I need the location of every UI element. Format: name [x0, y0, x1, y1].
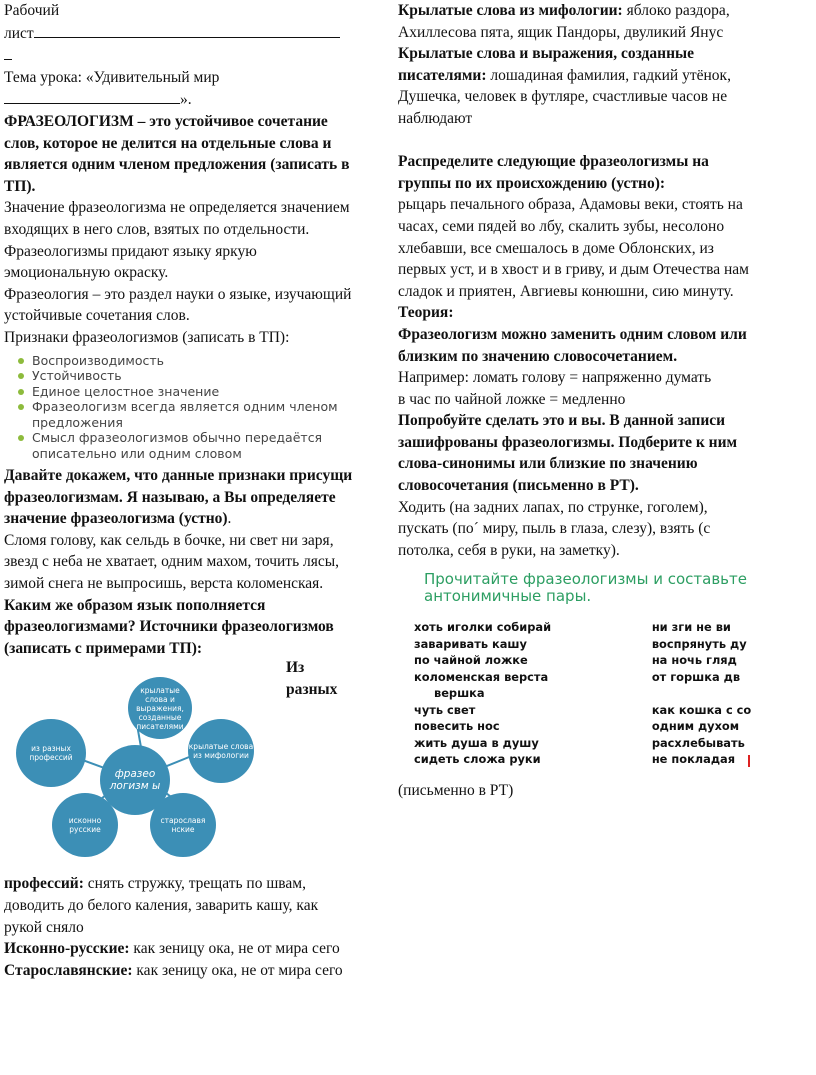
signs-list	[18, 353, 356, 462]
table-row: коломенская верста от горшка дв	[414, 669, 741, 684]
prove-examples: Сломя голову, как сельдь в бочке, ни свет ни заря, звезд с неба не хватает, одним махом, точить лясы, зимой снега не выпросишь, верста коломенская.	[4, 531, 340, 592]
table-row: повесить нос одним духом	[414, 719, 740, 734]
sources-question: Каким же образом язык пополняется фразеологизмами? Источники фразеологизмов (записать с примерами ТП):	[4, 596, 334, 657]
mythology-section: Крылатые слова из мифологии: яблоко раздора, Ахиллесова пята, ящик Пандоры, двуликий Янус	[398, 2, 730, 41]
distribute-task: Распределите следующие фразеологизмы на группы по их происхождению (устно):	[398, 153, 709, 192]
table-row: заваривать кашу воспрянуть ду	[414, 636, 747, 651]
worksheet-title-line2: лист	[4, 22, 356, 45]
diagram-node-center: фразео логизм ы	[100, 745, 170, 815]
prove-instruction: Давайте докажем, что данные признаки присущи фразеологизмам. Я называю, а Вы определяете значение фразеологизма (устно).	[4, 467, 353, 528]
list-item: Устойчивость	[18, 368, 356, 384]
sources-diagram	[4, 659, 356, 845]
antonym-table	[398, 619, 754, 768]
left-column: Рабочий лист Тема урока: «Удивительный мир ». ФРАЗЕОЛОГИЗМ – это устойчивое сочетание слов, которое не делится на отдельные слова и является одним членом предложения (записать в ТП). Значение фразеологизма не определяется значением входящих в него слов, взятых по отдельности. Фразеологизмы придают языку яркую эмоциональную окраску. Фразеология – это раздел науки о языке, изучающий устойчивые сочетания слов. Признаки фразеологизмов (записать в ТП): Воспроизводимость Устойчивость Единое целостное значение Фразеологизм всегда является одним членом предложения Смысл фразеологизмов обычно передаётся описательно или одним словом Давайте докажем, что данные признаки присущи фразеологизмам. Я называю, а Вы определяете значение фразеологизма (устно). Сломя голову, как сельдь в бочке, ни свет ни заря, звезд с неба не хватает, одним махом, точить лясы, зимой снега не выпросишь, верста коломенская. Каким же образом язык пополняется фразеологизмами? Источники фразеологизмов (записать с примерами ТП): Из разных крылатые слова и выражения, созданные писателями крылатые слова из мифологии фразео логизм ы из разных профессий исконно русские старославя нские профессий: снять стружку, трещать по швам, доводить до белого каления, заварить кашу, как рукой сняло Исконно-русские: как зеницу ока, не от мира сего Старославянские: как зеницу ока, не от мира сего	[4, 0, 356, 981]
definition: ФРАЗЕОЛОГИЗМ – это устойчивое сочетание слов, которое не делится на отдельные слова и является одним членом предложения (записать в ТП).	[4, 112, 350, 195]
paragraph-meaning: Значение фразеологизма не определяется значением входящих в него слов, взятых по отдельности.	[4, 199, 350, 238]
antonym-title: Прочитайте фразеологизмы и составьте антонимичные пары.	[424, 570, 747, 606]
table-row: жить душа в душу расхлебывать	[414, 735, 745, 750]
theory-example-1: Например: ломать голову = напряженно думать	[398, 369, 712, 387]
diagram-node-professions: из разных профессий	[16, 719, 86, 787]
distribute-list: рыцарь печального образа, Адамовы веки, стоять на часах, семи пядей во лбу, скалить зубы, несолоно хлебавши, все смешалось в доме Облонских, из первых уст, и в хвост и в гриву, и дым Отечества нам сладок и приятен, Авгиевы конюшни, сию минуту.	[398, 196, 749, 300]
theory-example-2: в час по чайной ложке = медленно	[398, 390, 626, 408]
worksheet-title-line1: Рабочий	[4, 2, 60, 19]
synonym-task: Попробуйте сделать это и вы. В данной записи зашифрованы фразеологизмы. Подберите к ним слова-синонимы или близкие по значению словосочетания (письменно в РТ).	[398, 412, 738, 495]
name-blank-end	[4, 44, 12, 60]
list-item: Фразеологизм всегда является одним членом предложения	[18, 399, 356, 430]
paragraph-emotion: Фразеологизмы придают языку яркую эмоциональную окраску.	[4, 242, 257, 282]
name-blank	[34, 22, 340, 38]
table-row: по чайной ложке на ночь гляд	[414, 653, 737, 668]
paragraph-phraseology: Фразеология – это раздел науки о языке, изучающий устойчивые сочетания слов.	[4, 285, 352, 325]
written-note: (письменно в РТ)	[398, 781, 514, 799]
diagram-node-slavonic: старославя нские	[150, 793, 216, 857]
antonym-exercise	[398, 571, 754, 768]
native-examples: Исконно-русские: как зеницу ока, не от мира сего	[4, 940, 340, 958]
diagram-node-writers: крылатые слова и выражения, созданные писателями	[128, 677, 192, 739]
topic-line: Тема урока: «Удивительный мир	[4, 68, 220, 86]
table-row: хоть иголки собирай ни зги не ви	[414, 620, 731, 635]
list-item: Единое целостное значение	[18, 384, 356, 400]
writers-section: Крылатые слова и выражения, созданные писателями: лошадиная фамилия, гадкий утёнок, Душечка, человек в футляре, счастливые часов не наблюдают	[398, 45, 731, 127]
list-item: Воспроизводимость	[18, 353, 356, 369]
side-word-iz: Из	[286, 659, 305, 677]
side-word-raznyh: разных	[286, 681, 338, 699]
list-item: Смысл фразеологизмов обычно передаётся описательно или одним словом	[18, 430, 356, 461]
table-row: вершка	[434, 686, 485, 701]
diagram-node-mythology: крылатые слова из мифологии	[188, 719, 254, 783]
professions-examples: профессий: снять стружку, трещать по швам, доводить до белого каления, заварить кашу, как рукой сняло	[4, 875, 319, 936]
theory-heading: Теория:	[398, 304, 454, 322]
topic-blank	[4, 88, 180, 104]
red-edge-mark	[748, 755, 750, 767]
theory-text: Фразеологизм можно заменить одним словом или близким по значению словосочетанием.	[398, 325, 747, 365]
diagram-node-native: исконно русские	[52, 793, 118, 857]
table-row: сидеть сложа руки не покладая	[414, 752, 736, 767]
table-row: чуть свет как кошка с со	[414, 702, 752, 717]
slavonic-examples: Старославянские: как зеницу ока, не от мира сего	[4, 961, 343, 979]
signs-label: Признаки фразеологизмов (записать в ТП):	[4, 328, 290, 346]
right-column	[398, 0, 754, 802]
synonym-items: Ходить (на задних лапах, по струнке, гоголем), пускать (по´ миру, пыль в глаза, слезу), взять (с потолка, себя в руки, на заметку).	[398, 498, 711, 559]
